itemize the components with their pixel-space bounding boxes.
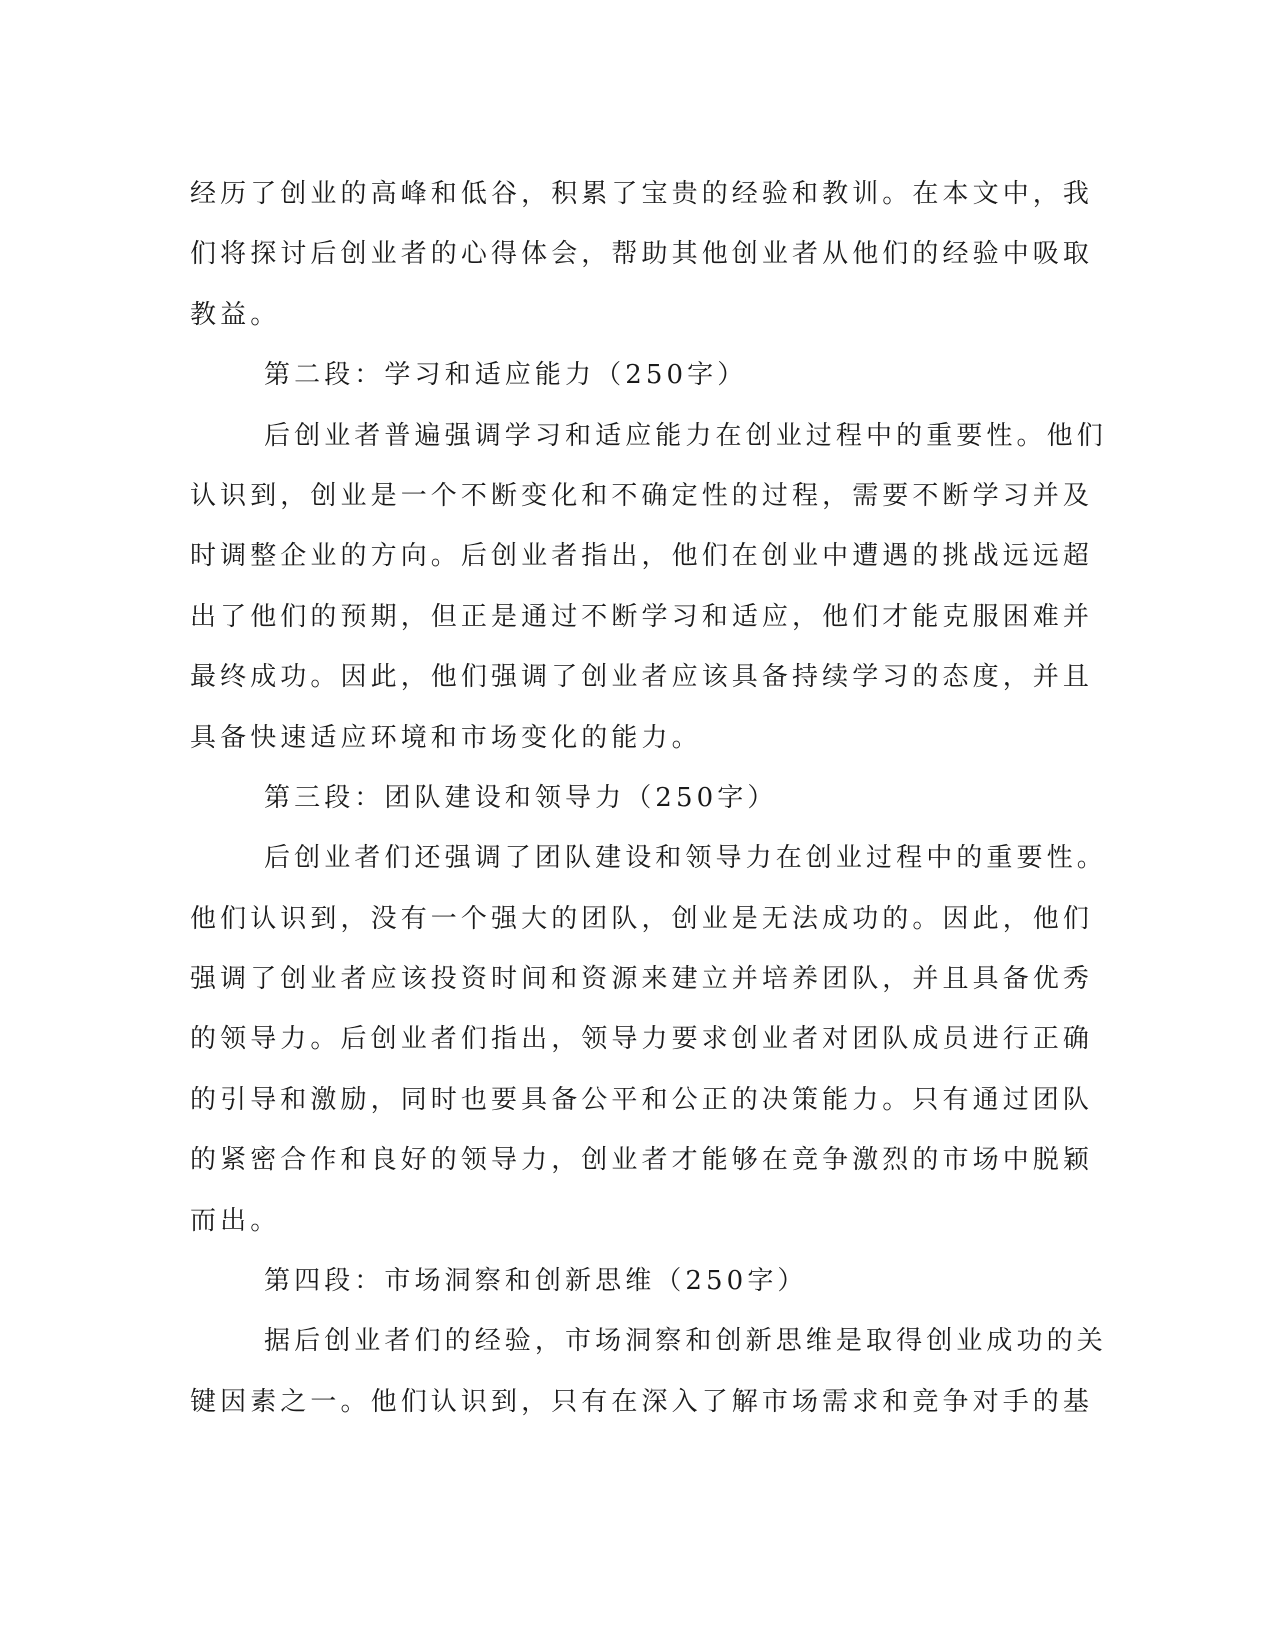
text-line: 强调了创业者应该投资时间和资源来建立并培养团队，并且具备优秀 (190, 964, 1094, 995)
section-heading: 第三段：团队建设和领导力（250字） (264, 782, 778, 813)
section-heading: 第二段：学习和适应能力（250字） (264, 360, 748, 391)
text-line: 经历了创业的高峰和低谷，积累了宝贵的经验和教训。在本文中，我 (190, 179, 1094, 209)
document-body (190, 164, 1107, 1432)
text-line: 后创业者们还强调了团队建设和领导力在创业过程中的重要性。 (264, 843, 1107, 874)
text-line: 教益。 (190, 299, 281, 330)
text-line: 们将探讨后创业者的心得体会，帮助其他创业者从他们的经验中吸取 (190, 239, 1094, 270)
text-line: 的领导力。后创业者们指出，领导力要求创业者对团队成员进行正确 (190, 1024, 1094, 1055)
text-line: 的引导和激励，同时也要具备公平和公正的决策能力。只有通过团队 (190, 1084, 1094, 1115)
text-line: 最终成功。因此，他们强调了创业者应该具备持续学习的态度，并且 (190, 662, 1094, 693)
text-line: 据后创业者们的经验，市场洞察和创新思维是取得创业成功的关 (264, 1326, 1107, 1357)
text-line: 认识到，创业是一个不断变化和不确定性的过程，需要不断学习并及 (190, 480, 1094, 511)
text-line: 而出。 (190, 1205, 281, 1236)
text-line: 后创业者普遍强调学习和适应能力在创业过程中的重要性。他们 (264, 420, 1107, 451)
text-line: 时调整企业的方向。后创业者指出，他们在创业中遭遇的挑战远远超 (190, 541, 1094, 572)
text-line: 他们认识到，没有一个强大的团队，创业是无法成功的。因此，他们 (190, 903, 1094, 934)
text-line: 出了他们的预期，但正是通过不断学习和适应，他们才能克服困难并 (190, 601, 1094, 632)
text-line: 键因素之一。他们认识到，只有在深入了解市场需求和竞争对手的基 (190, 1386, 1094, 1417)
text-line: 具备快速适应环境和市场变化的能力。 (190, 722, 702, 753)
section-heading: 第四段：市场洞察和创新思维（250字） (264, 1266, 808, 1297)
text-line: 的紧密合作和良好的领导力，创业者才能够在竞争激烈的市场中脱颖 (190, 1145, 1094, 1176)
